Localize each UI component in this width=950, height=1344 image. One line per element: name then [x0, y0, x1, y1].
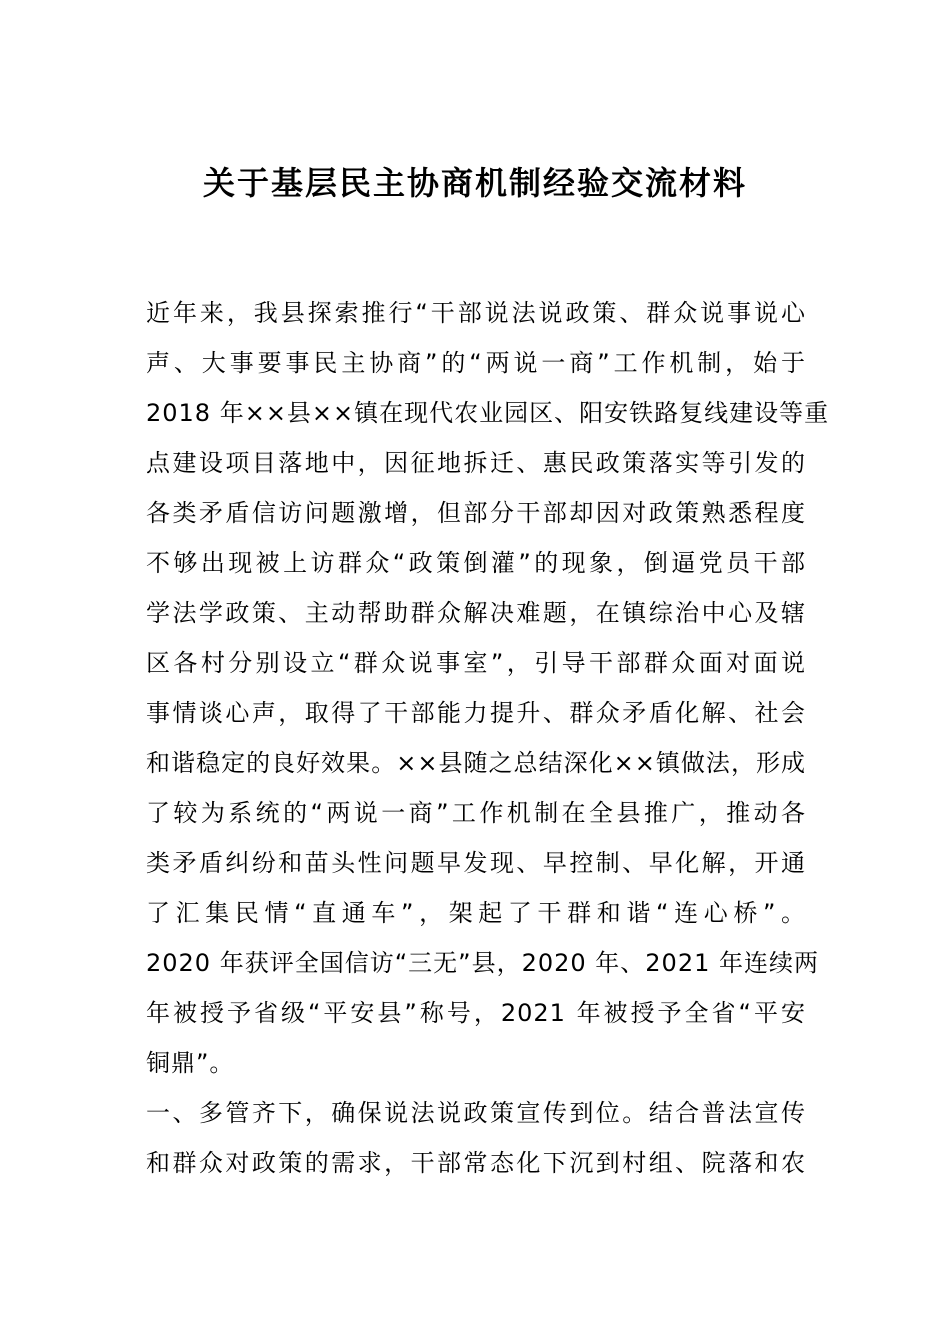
body-line: 了汇集民情“直通车”，架起了干群和谐“连心桥”。	[146, 899, 806, 927]
body-line: 近年来，我县探索推行“干部说法说政策、群众说事说心	[146, 299, 806, 327]
document-title: 关于基层民主协商机制经验交流材料	[202, 164, 747, 202]
body-line: 类矛盾纠纷和苗头性问题早发现、早控制、早化解，开通	[146, 849, 806, 877]
body-line: 2020 年获评全国信访“三无”县，2020 年、2021 年连续两	[146, 949, 819, 977]
body-line: 了较为系统的“两说一商”工作机制在全县推广，推动各	[146, 799, 806, 827]
body-line: 和群众对政策的需求，干部常态化下沉到村组、院落和农	[146, 1149, 806, 1177]
body-line: 一、多管齐下，确保说法说政策宣传到位。结合普法宣传	[146, 1099, 806, 1127]
document-body	[146, 288, 830, 1188]
body-line: 不够出现被上访群众“政策倒灌”的现象，倒逼党员干部	[146, 549, 806, 577]
body-line: 和谐稳定的良好效果。××县随之总结深化××镇做法，形成	[146, 749, 806, 777]
body-line: 区各村分别设立“群众说事室”，引导干部群众面对面说	[146, 649, 806, 677]
body-line: 事情谈心声，取得了干部能力提升、群众矛盾化解、社会	[146, 699, 806, 727]
body-line: 2018 年××县××镇在现代农业园区、阳安铁路复线建设等重	[146, 399, 830, 427]
body-line: 学法学政策、主动帮助群众解决难题，在镇综治中心及辖	[146, 599, 806, 627]
body-line: 声、大事要事民主协商”的“两说一商”工作机制，始于	[146, 349, 806, 377]
body-line: 点建设项目落地中，因征地拆迁、惠民政策落实等引发的	[146, 449, 806, 477]
body-line: 各类矛盾信访问题激增，但部分干部却因对政策熟悉程度	[146, 499, 806, 527]
body-line: 铜鼎”。	[146, 1049, 235, 1077]
body-line: 年被授予省级“平安县”称号，2021 年被授予全省“平安	[146, 999, 806, 1027]
